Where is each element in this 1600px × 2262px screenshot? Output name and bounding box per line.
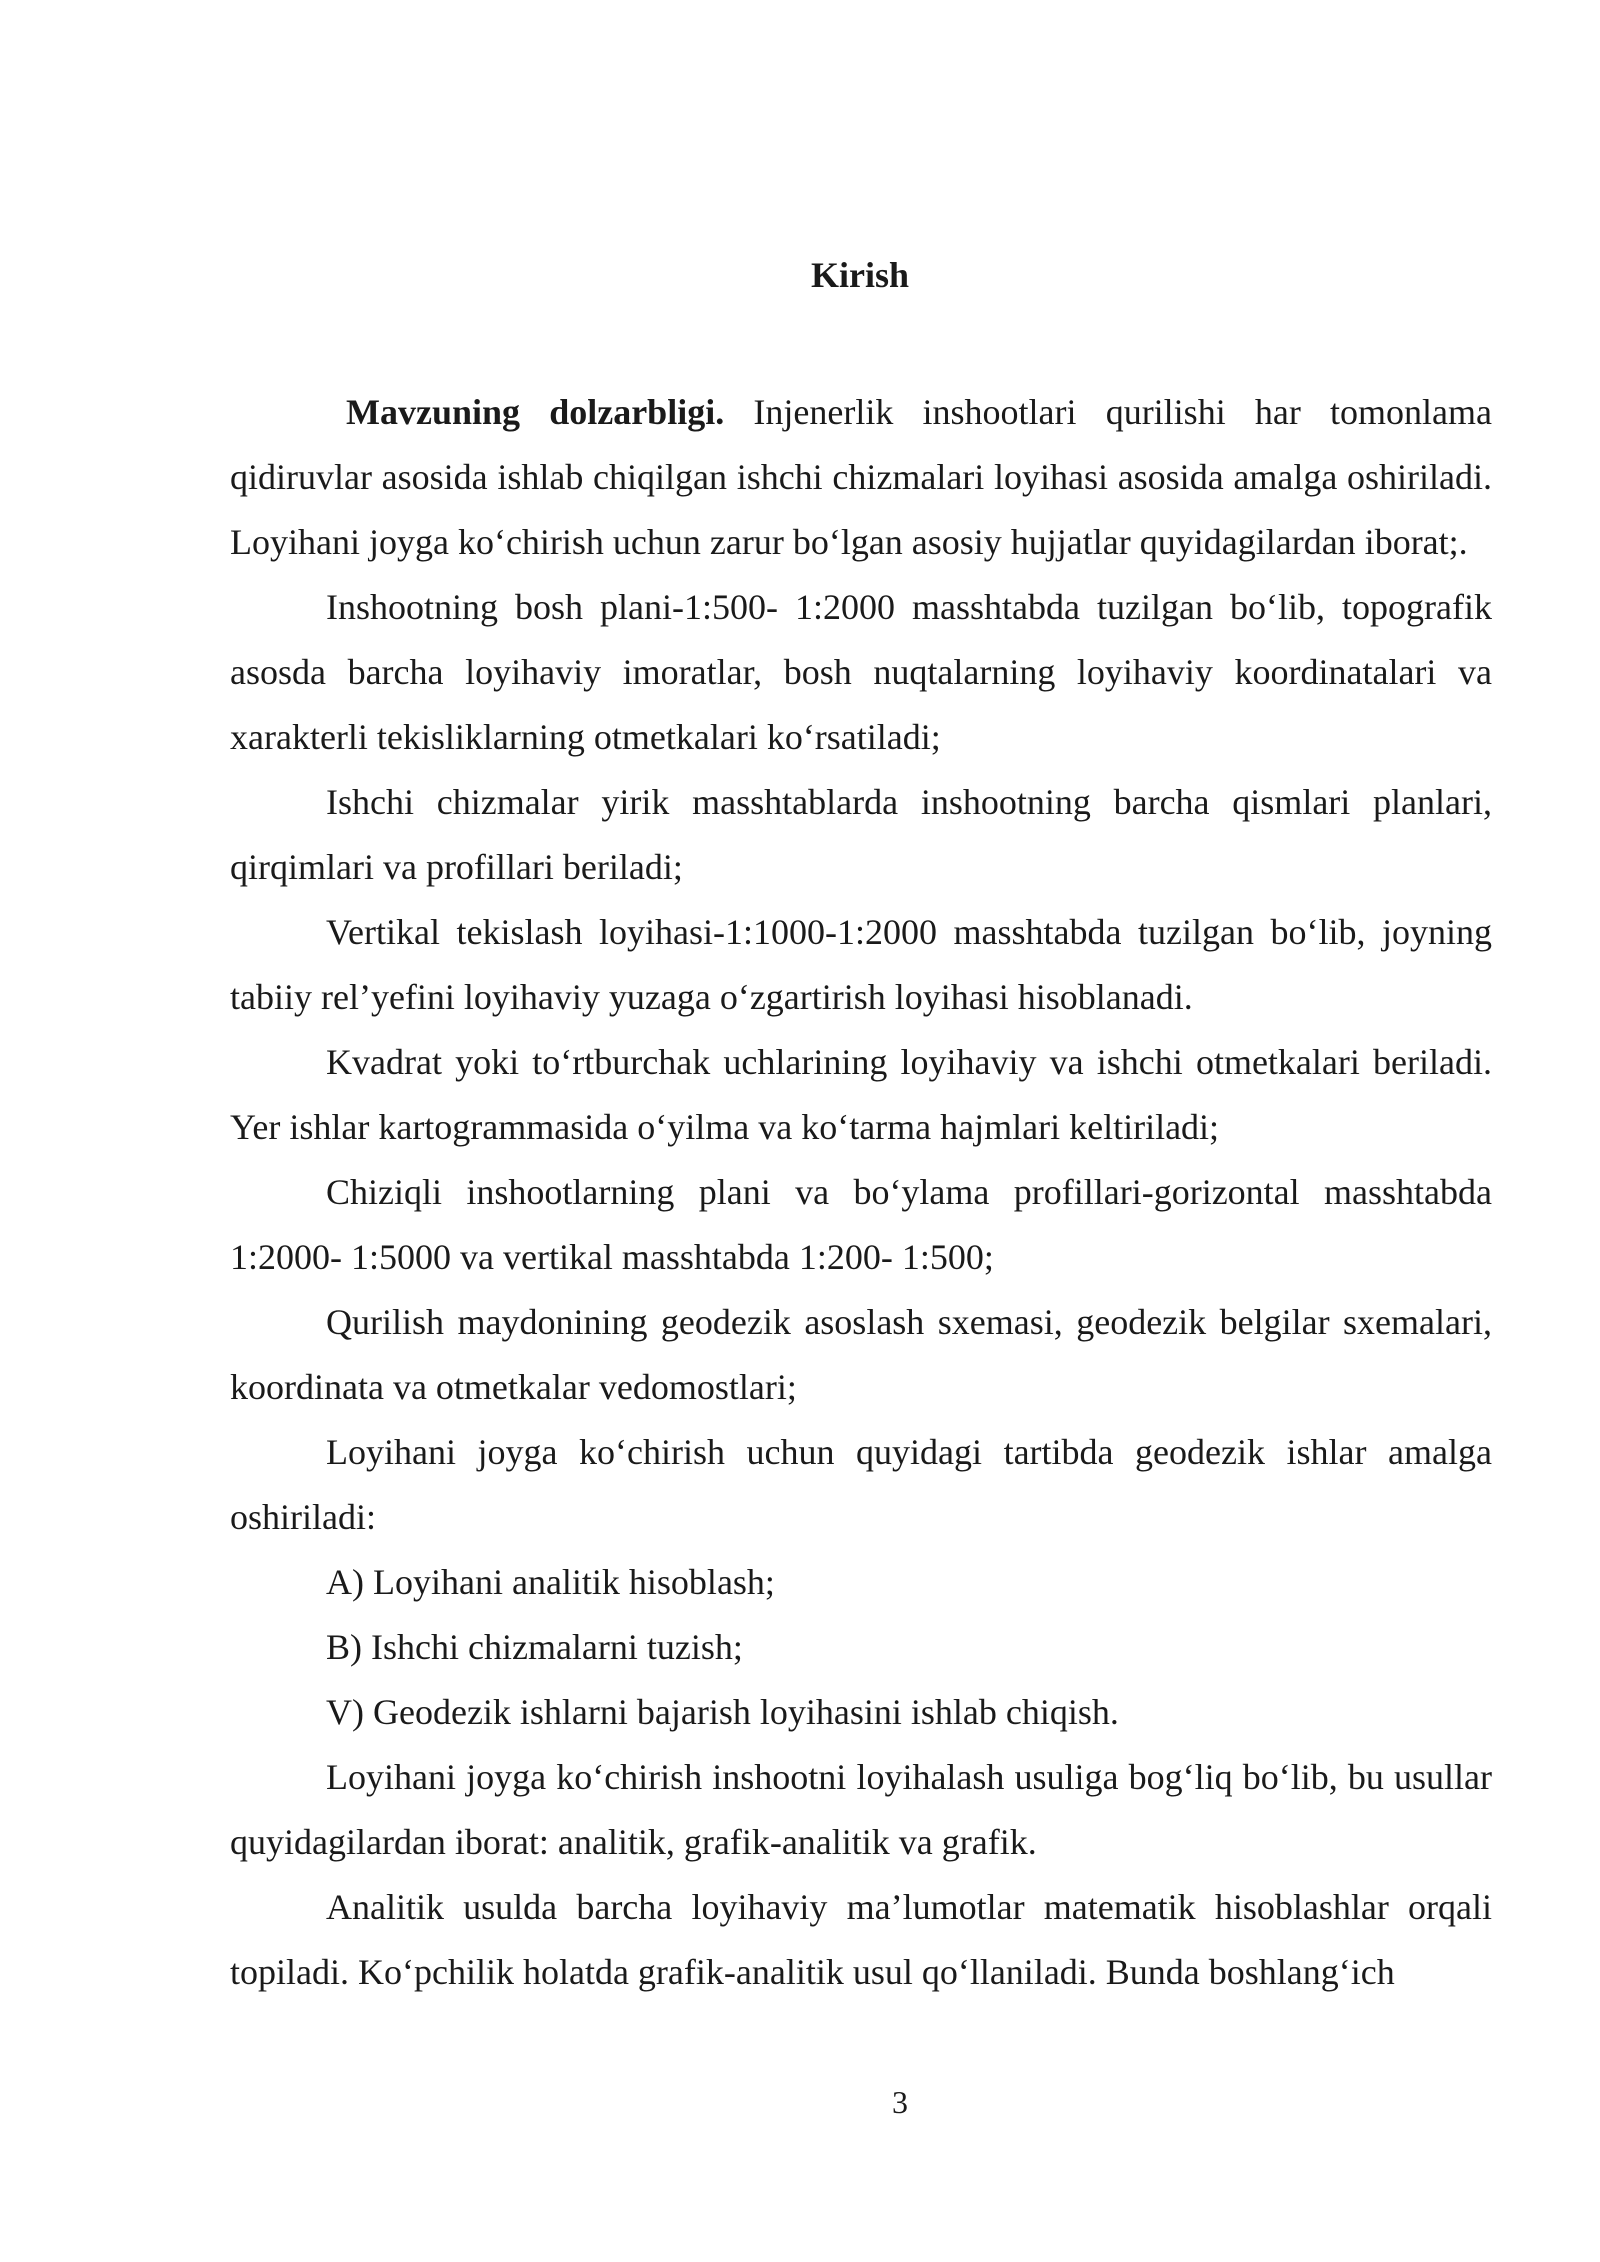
paragraph-transfer-methods: Loyihani joyga ko‘chirish inshootni loyihalash usuliga bog‘liq bo‘lib, bu usullar quyidagilardan iborat: analitik, grafik-analitik va grafik. [230, 1757, 1492, 1862]
intro-lead: Mavzuning dolzarbligi. [346, 392, 725, 432]
paragraph-geodetic-basis: Qurilish maydonining geodezik asoslash sxemasi, geodezik belgilar sxemalari, koordinata va otmetkalar vedomostlari; [230, 1302, 1492, 1407]
paragraph-analytic-method: Analitik usulda barcha loyihaviy ma’lumotlar matematik hisoblashlar orqali topiladi. Ko‘pchilik holatda grafik-analitik usul qo‘llaniladi. Bunda boshlang‘ich [230, 1887, 1492, 1992]
list-item-b: B) Ishchi chizmalarni tuzish; [326, 1627, 743, 1667]
paragraph-general-plan: Inshootning bosh plani-1:500- 1:2000 masshtabda tuzilgan bo‘lib, topografik asosda barcha loyihaviy imoratlar, bosh nuqtalarning loyihaviy koordinatalari va xarakterli tekisliklarning otmetkalari ko‘rsatiladi; [230, 587, 1492, 757]
paragraph-square-corners: Kvadrat yoki to‘rtburchak uchlarining loyihaviy va ishchi otmetkalari beriladi. Yer ishlar kartogrammasida o‘yilma va ko‘tarma hajmlari keltiriladi; [230, 1042, 1492, 1147]
list-item-a: A) Loyihani analitik hisoblash; [326, 1562, 775, 1602]
document-body [230, 380, 1492, 2005]
page-title: Kirish [810, 255, 909, 295]
page-number: 3 [892, 2084, 908, 2120]
paragraph-working-drawings: Ishchi chizmalar yirik masshtablarda inshootning barcha qismlari planlari, qirqimlari va profillari beriladi; [230, 782, 1492, 887]
paragraph-linear-structures: Chiziqli inshootlarning plani va bo‘ylama profillari-gorizontal masshtabda 1:2000- 1:5000 va vertikal masshtabda 1:200- 1:500; [230, 1172, 1492, 1277]
list-item-v: V) Geodezik ishlarni bajarish loyihasini ishlab chiqish. [326, 1692, 1119, 1732]
intro-paragraph [230, 380, 1492, 575]
intro-text: Injenerlik inshootlari qurilishi har tomonlama qidiruvlar asosida ishlab chiqilgan ishchi chizmalari loyihasi asosida amalga oshiriladi. Loyihani joyga ko‘chirish uchun zarur bo‘lgan asosiy hujjatlar quyidagilardan iborat;. [230, 392, 1492, 562]
paragraph-vertical-leveling: Vertikal tekislash loyihasi-1:1000-1:2000 masshtabda tuzilgan bo‘lib, joyning tabiiy rel’yefini loyihaviy yuzaga o‘zgartirish loyihasi hisoblanadi. [230, 912, 1492, 1017]
paragraph-geodetic-works: Loyihani joyga ko‘chirish uchun quyidagi tartibda geodezik ishlar amalga oshiriladi: [230, 1432, 1492, 1537]
